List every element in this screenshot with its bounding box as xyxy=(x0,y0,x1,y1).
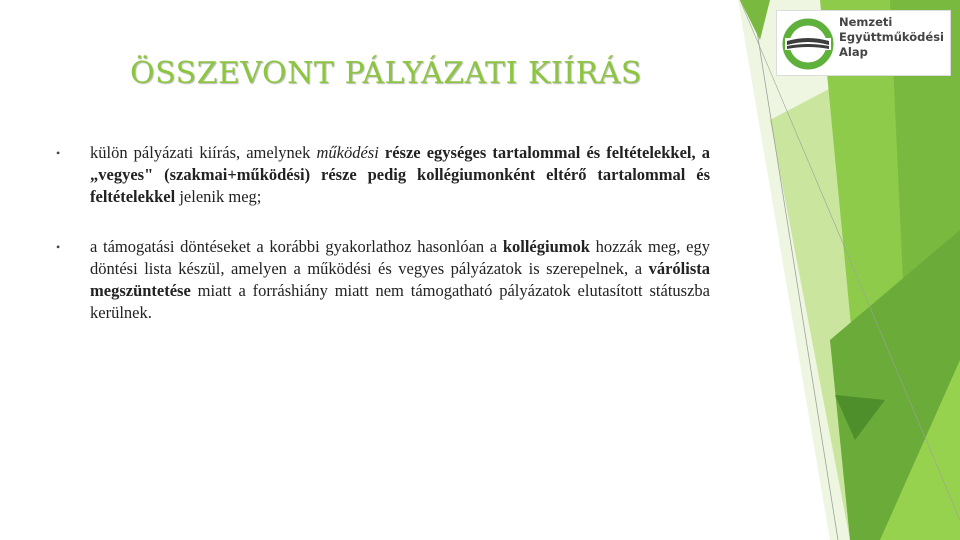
slide-title: ÖSSZEVONT PÁLYÁZATI KIÍRÁS xyxy=(130,56,642,91)
bullet-item xyxy=(56,236,710,324)
bullet-dot-icon: • xyxy=(56,240,61,254)
logo-line-3: Alap xyxy=(839,45,868,59)
bullet-text-part: külön pályázati kiírás, amelynek xyxy=(90,143,317,162)
bullet-dot-icon: • xyxy=(56,146,61,160)
naf-logo-icon xyxy=(781,17,835,71)
bullet-text-part: várólista megszüntetése xyxy=(90,259,710,300)
bullet-text-part: kollégiumok xyxy=(502,237,590,256)
bullet-list xyxy=(56,142,710,352)
logo-line-1: Nemzeti xyxy=(839,15,893,29)
logo xyxy=(776,10,951,76)
logo-text xyxy=(839,15,944,60)
logo-line-2: Együttműködési xyxy=(839,30,944,44)
bullet-text-part: miatt a forráshiány miatt nem támogatható pályázatok elutasított státuszba kerülnek. xyxy=(90,281,710,322)
bullet-text-part: része egységes tartalommal és feltételekkel, a „vegyes" (szakmai+működési) része pedig kollégiumonként eltérő tartalommal és feltételekkel xyxy=(90,143,710,206)
bullet-text-part: a támogatási döntéseket a korábbi gyakorlathoz hasonlóan a xyxy=(90,237,503,256)
bullet-text-part: működési xyxy=(316,143,379,162)
bullet-text-part: jelenik meg; xyxy=(175,187,262,206)
bullet-item xyxy=(56,142,710,208)
bullet-text-part: hozzák meg, egy döntési lista készül, amelyen a működési és vegyes pályázatok is szerepelnek, a xyxy=(90,237,711,278)
